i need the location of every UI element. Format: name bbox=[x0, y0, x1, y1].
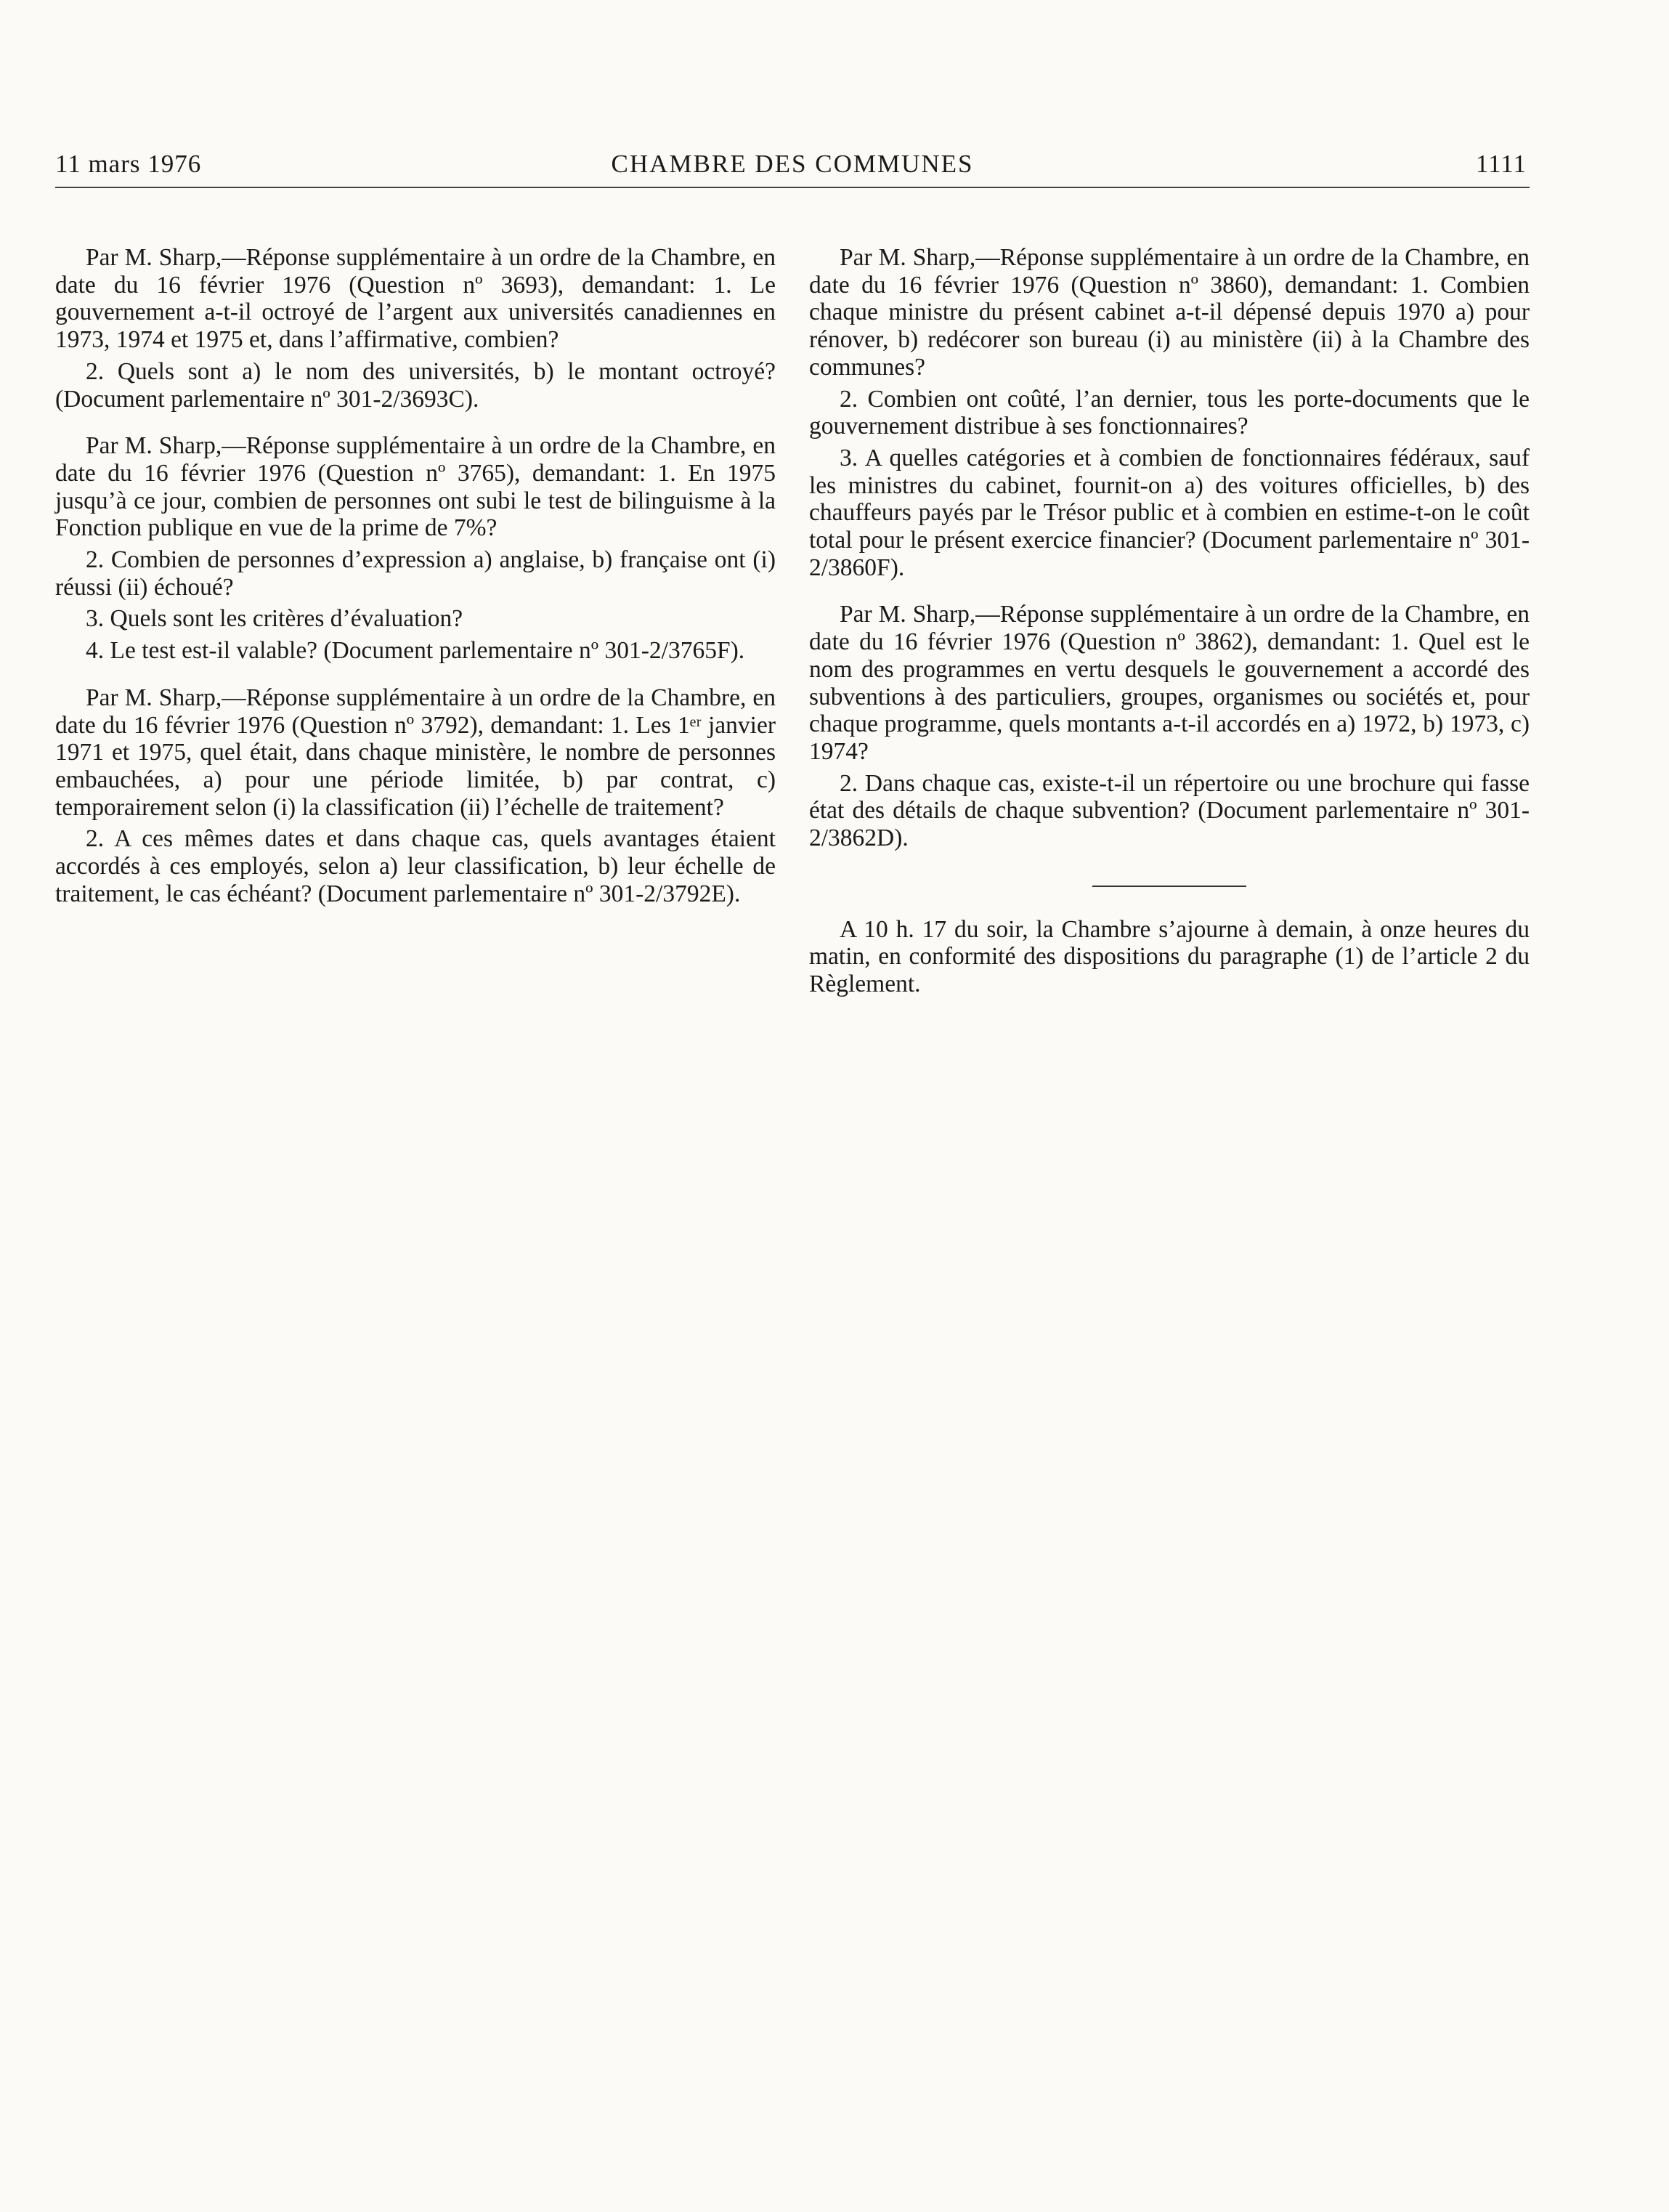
paragraph: Par M. Sharp,—Réponse supplémentaire à un ordre de la Chambre, en date du 16 février 1976 (Question nº 3765), demandant: 1. En 1975 jusqu’à ce jour, combien de personnes ont subi le test de bilinguisme à la Fonction publique en vue de la prime de 7%? bbox=[55, 432, 776, 542]
paragraph: Par M. Sharp,—Réponse supplémentaire à un ordre de la Chambre, en date du 16 février 1976 (Question nº 3860), demandant: 1. Combien chaque ministre du présent cabinet a-t-il dépensé depuis 1970 a) pour rénover, b) redécorer son bureau (i) au ministère (ii) à la Chambre des communes? bbox=[809, 244, 1530, 381]
paragraph: 3. A quelles catégories et à combien de fonctionnaires fédéraux, sauf les ministres du cabinet, fournit-on a) des voitures officielles, b) des chauffeurs payés par le Trésor public et à combien en estime-t-on le coût total pour le présent exercice financier? (Document parlementaire nº 301-2/3860F). bbox=[809, 444, 1530, 581]
paragraph: Par M. Sharp,—Réponse supplémentaire à un ordre de la Chambre, en date du 16 février 1976 (Question nº 3862), demandant: 1. Quel est le nom des programmes en vertu desquels le gouvernement a accordé des subventions à des particuliers, groupes, organismes ou sociétés et, pour chaque programme, quels montants a-t-il accordés en a) 1972, b) 1973, c) 1974? bbox=[809, 601, 1530, 765]
header-rule bbox=[55, 187, 1530, 188]
left-column bbox=[55, 244, 776, 907]
paragraph: Par M. Sharp,—Réponse supplémentaire à un ordre de la Chambre, en date du 16 février 1976 (Question nº 3792), demandant: 1. Les 1ᵉʳ janvier 1971 et 1975, quel était, dans chaque ministère, le nombre de personnes embauchées, a) pour une période limitée, b) par contrat, c) temporairement selon (i) la classification (ii) l’échelle de traitement? bbox=[55, 684, 776, 821]
paragraph: 2. A ces mêmes dates et dans chaque cas, quels avantages étaient accordés à ces employés, selon a) leur classification, b) leur échelle de traitement, le cas échéant? (Document parlementaire nº 301-2/3792E). bbox=[55, 825, 776, 907]
paragraph: 2. Combien ont coûté, l’an dernier, tous les porte-documents que le gouvernement distribue à ses fonctionnaires? bbox=[809, 385, 1530, 440]
header-page-number: 1111 bbox=[1475, 150, 1527, 178]
header-date: 11 mars 1976 bbox=[55, 150, 202, 178]
paragraph: Par M. Sharp,—Réponse supplémentaire à un ordre de la Chambre, en date du 16 février 1976 (Question nº 3693), demandant: 1. Le gouvernement a-t-il octroyé de l’argent aux universités canadiennes en 1973, 1974 et 1975 et, dans l’affirmative, combien? bbox=[55, 244, 776, 354]
page-header bbox=[55, 142, 1530, 186]
section-separator bbox=[1092, 886, 1246, 887]
right-column bbox=[809, 244, 1530, 998]
paragraph: 3. Quels sont les critères d’évaluation? bbox=[86, 605, 463, 633]
paragraph: 2. Dans chaque cas, existe-t-il un répertoire ou une brochure qui fasse état des détails de chaque subvention? (Document parlementaire nº 301-2/3862D). bbox=[809, 769, 1530, 852]
header-title: CHAMBRE DES COMMUNES bbox=[611, 150, 974, 178]
paragraph: 4. Le test est-il valable? (Document parlementaire nº 301-2/3765F). bbox=[86, 637, 745, 665]
paragraph: 2. Combien de personnes d’expression a) anglaise, b) française ont (i) réussi (ii) échoué? bbox=[55, 546, 776, 601]
paragraph: 2. Quels sont a) le nom des universités, b) le montant octroyé? (Document parlementaire nº 301-2/3693C). bbox=[55, 357, 776, 413]
adjournment-paragraph: A 10 h. 17 du soir, la Chambre s’ajourne à demain, à onze heures du matin, en conformité des dispositions du paragraphe (1) de l’article 2 du Règlement. bbox=[809, 915, 1530, 998]
